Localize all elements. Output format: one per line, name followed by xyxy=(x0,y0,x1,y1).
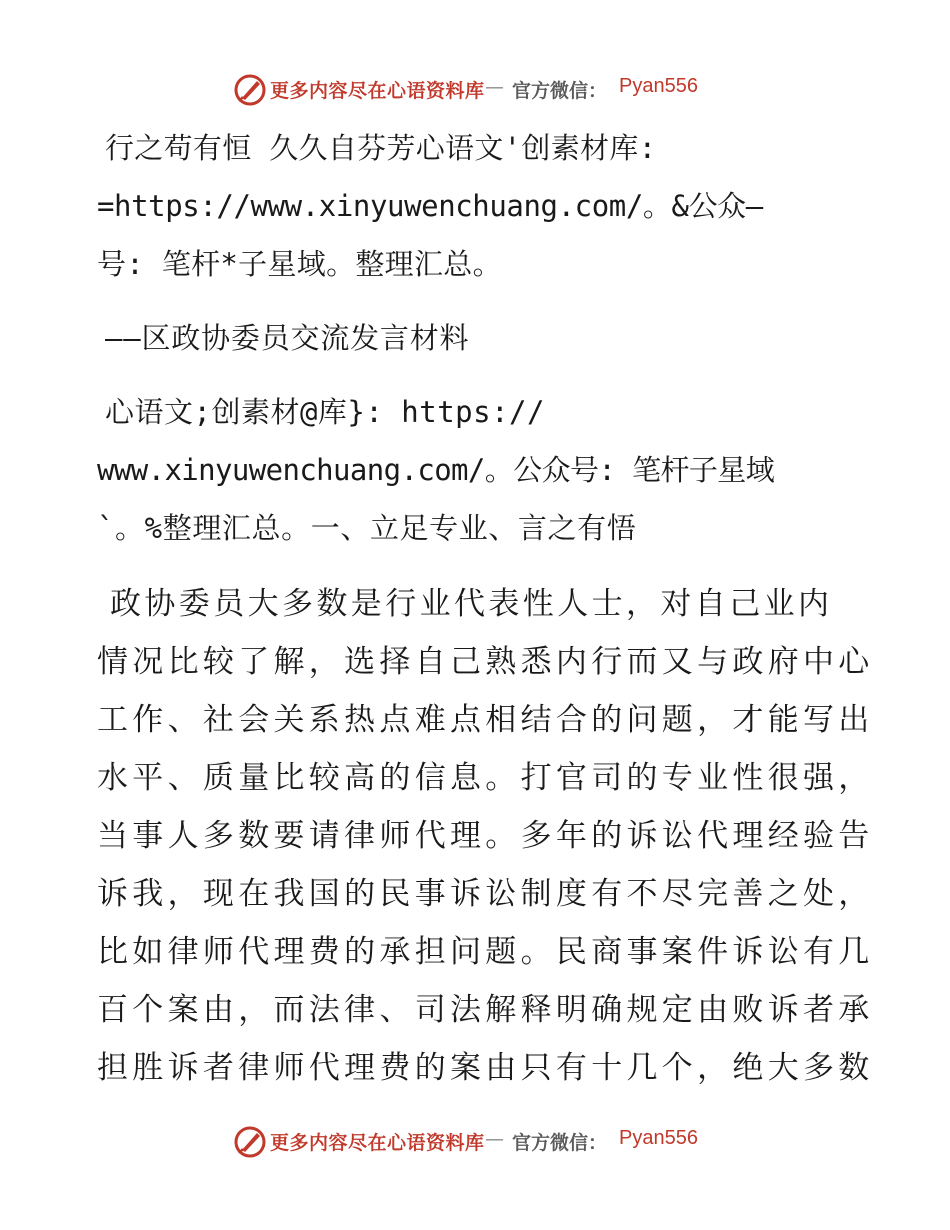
header-line: =https://www.xinyuwenchuang.com/。&公众— xyxy=(97,189,763,223)
bottom-banner xyxy=(0,1122,950,1162)
quill-logo-icon xyxy=(233,1125,267,1159)
paragraph-line: 当事人多数要请律师代理。多年的诉讼代理经验告 xyxy=(97,818,874,854)
banner-brand: 更多内容尽在心语资料库 xyxy=(270,80,485,102)
banner-separator: — xyxy=(485,76,504,98)
paragraph-line: 担胜诉者律师代理费的案由只有十几个，绝大多数 xyxy=(97,1050,874,1086)
intro-line: `。%整理汇总。一、立足专业、言之有悟 xyxy=(97,511,637,545)
paragraph-line: 情况比较了解，选择自己熟悉内行而又与政府中心 xyxy=(97,644,874,680)
banner-separator: — xyxy=(485,1128,504,1150)
banner-brand: 更多内容尽在心语资料库 xyxy=(270,1132,485,1154)
paragraph-line: 诉我，现在我国的民事诉讼制度有不尽完善之处， xyxy=(97,876,874,912)
banner-wechat-id: Pyan556 xyxy=(619,1127,698,1149)
header-line: 号: 笔杆*子星域。整理汇总。 xyxy=(97,247,502,281)
intro-line: www.xinyuwenchuang.com/。公众号: 笔杆子星域 xyxy=(97,453,775,487)
paragraph-line: 比如律师代理费的承担问题。民商事案件诉讼有几 xyxy=(97,934,874,970)
paragraph-line: 工作、社会关系热点难点相结合的问题，才能写出 xyxy=(97,702,874,738)
paragraph-line: 百个案由，而法律、司法解释明确规定由败诉者承 xyxy=(97,992,874,1028)
quill-logo-icon xyxy=(233,73,267,107)
intro-line: 心语文;创素材@库}: https:// xyxy=(105,395,545,429)
banner-wechat-id: Pyan556 xyxy=(619,75,698,97)
banner-wechat-label: 官方微信： xyxy=(512,1132,608,1154)
document-subtitle: ——区政协委员交流发言材料 xyxy=(105,321,470,355)
banner-wechat-label: 官方微信： xyxy=(512,80,608,102)
paragraph-line: 水平、质量比较高的信息。打官司的专业性很强， xyxy=(97,760,874,796)
header-line: 行之苟有恒 久久自芬芳心语文'创素材库: xyxy=(105,131,657,165)
paragraph-line: 政协委员大多数是行业代表性人士，对自己业内 xyxy=(110,586,833,622)
top-banner xyxy=(0,70,950,110)
